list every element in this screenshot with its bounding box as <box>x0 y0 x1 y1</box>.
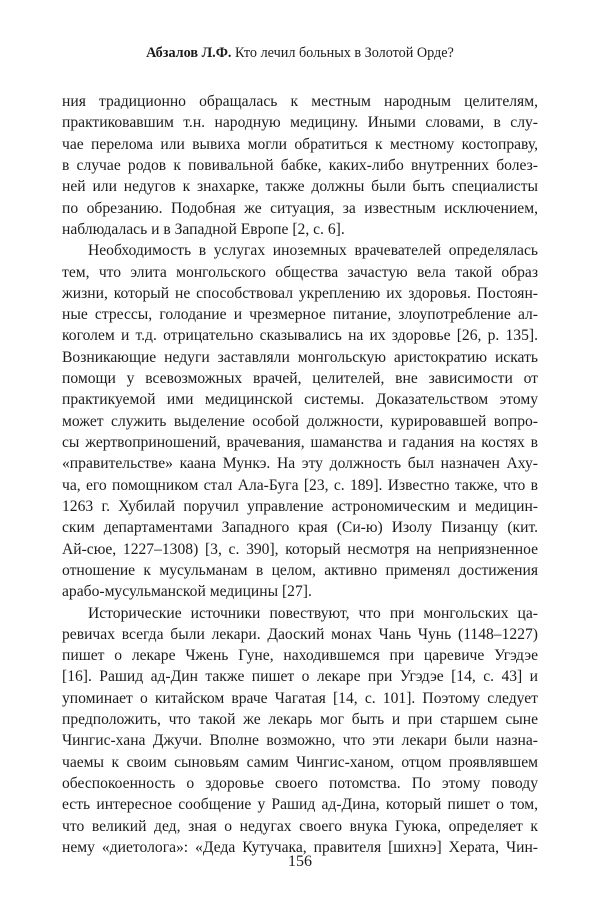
text-line: наблюдалась и в Западной Европе [2, с. 6]. <box>62 220 345 238</box>
running-header <box>0 44 600 62</box>
text-line: Ай-сюе, 1227–1308) [3, с. 390], который несмотря на неприязненное <box>62 540 538 558</box>
text-line: ные стрессы, голодание и чрезмерное питание, злоупотребление ал- <box>62 306 538 324</box>
text-line: сы жертвоприношений, врачевания, шаманства и гадания на костях в <box>62 434 538 451</box>
text-line: нему «диетолога»: «Деда Кутучака, правителя [шихнэ] Херата, Чин- <box>62 838 538 856</box>
text-line: Исторические источники повествуют, что при монгольских ца- <box>88 604 538 622</box>
text-line: пишет о лекаре Чжень Гуне, находившемся при царевиче Угэдэе <box>62 647 538 665</box>
text-line: помощи у всевозможных врачей, целителей, вне зависимости от <box>62 370 538 388</box>
text-line: [16]. Рашид ад-Дин также пишет о лекаре при Угэдэе [14, с. 43] и <box>62 668 538 686</box>
text-line: чае перелома или вывиха могли обратиться к местному костоправу, <box>62 135 538 153</box>
text-line: по обрезанию. Подобная же ситуация, за известным исключением, <box>62 199 538 217</box>
header-title: Кто лечил больных в Золотой Орде? <box>231 45 454 61</box>
text-line: ней или недугов к знахарке, также должны были быть специалисты <box>62 178 538 196</box>
text-line: ча, его помощником стал Ала-Буга [23, с. 189]. Известно также, что в <box>62 476 538 494</box>
text-line: жизни, который не способствовал укреплению их здоровья. Постоян- <box>62 284 538 302</box>
text-line: Необходимость в услугах иноземных врачевателей определялась <box>88 242 538 260</box>
text-line: практикуемой ими медицинской системы. Доказательством этому <box>62 391 538 409</box>
text-line: обеспокоенность о здоровье своего потомства. По этому поводу <box>62 775 538 792</box>
text-line: Возникающие недуги заставляли монгольскую аристократию искать <box>62 348 538 366</box>
header-author: Абзалов Л.Ф. <box>146 45 232 61</box>
text-line: что великий дед, зная о недугах своего внука Гуюка, определяет к <box>62 817 538 835</box>
text-line: Чингис-хана Джучи. Вполне возможно, что эти лекари были назна- <box>62 732 538 750</box>
text-line: ния традиционно обращалась к местным народным целителям, <box>62 93 538 110</box>
text-line: может служить выделение особой должности, курировавшей вопро- <box>62 412 538 430</box>
text-line: есть интересное сообщение у Рашид ад-Дина, который пишет о том, <box>62 796 538 814</box>
text-line: коголем и т.д. отрицательно сказывались на их здоровье [26, p. 135]. <box>62 327 538 345</box>
text-line: практиковавшим т.н. народную медицину. Иными словами, в слу- <box>62 114 538 132</box>
text-line: в случае родов к повивальной бабке, каких-либо внутренних болез- <box>62 156 538 174</box>
text-line: предположить, что такой же лекарь мог быть и при старшем сыне <box>62 711 538 729</box>
text-line: ским департаментами Западного края (Си-ю) Изолу Пизанцу (кит. <box>62 519 538 537</box>
text-line: ревичах всегда были лекари. Даоский монах Чань Чунь (1148–1227) <box>62 625 538 643</box>
body-text <box>62 91 538 858</box>
text-line: отношение к мусульманам в целом, активно применял достижения <box>62 561 538 579</box>
page-number: 156 <box>288 853 312 870</box>
text-line: тем, что элита монгольского общества зачастую вела такой образ <box>62 263 538 281</box>
text-line: арабо-мусульманской медицины [27]. <box>62 583 312 601</box>
text-line: чаемы к своим сыновьям самим Чингис-ханом, отцом проявлявшем <box>62 753 538 771</box>
text-line: «правительстве» каана Мункэ. На эту должность был назначен Аху- <box>62 455 538 473</box>
text-line: упоминает о китайском враче Чагатая [14, с. 101]. Поэтому следует <box>62 689 538 707</box>
text-line: 1263 г. Хубилай поручил управление астрономическим и медицин- <box>62 497 538 515</box>
